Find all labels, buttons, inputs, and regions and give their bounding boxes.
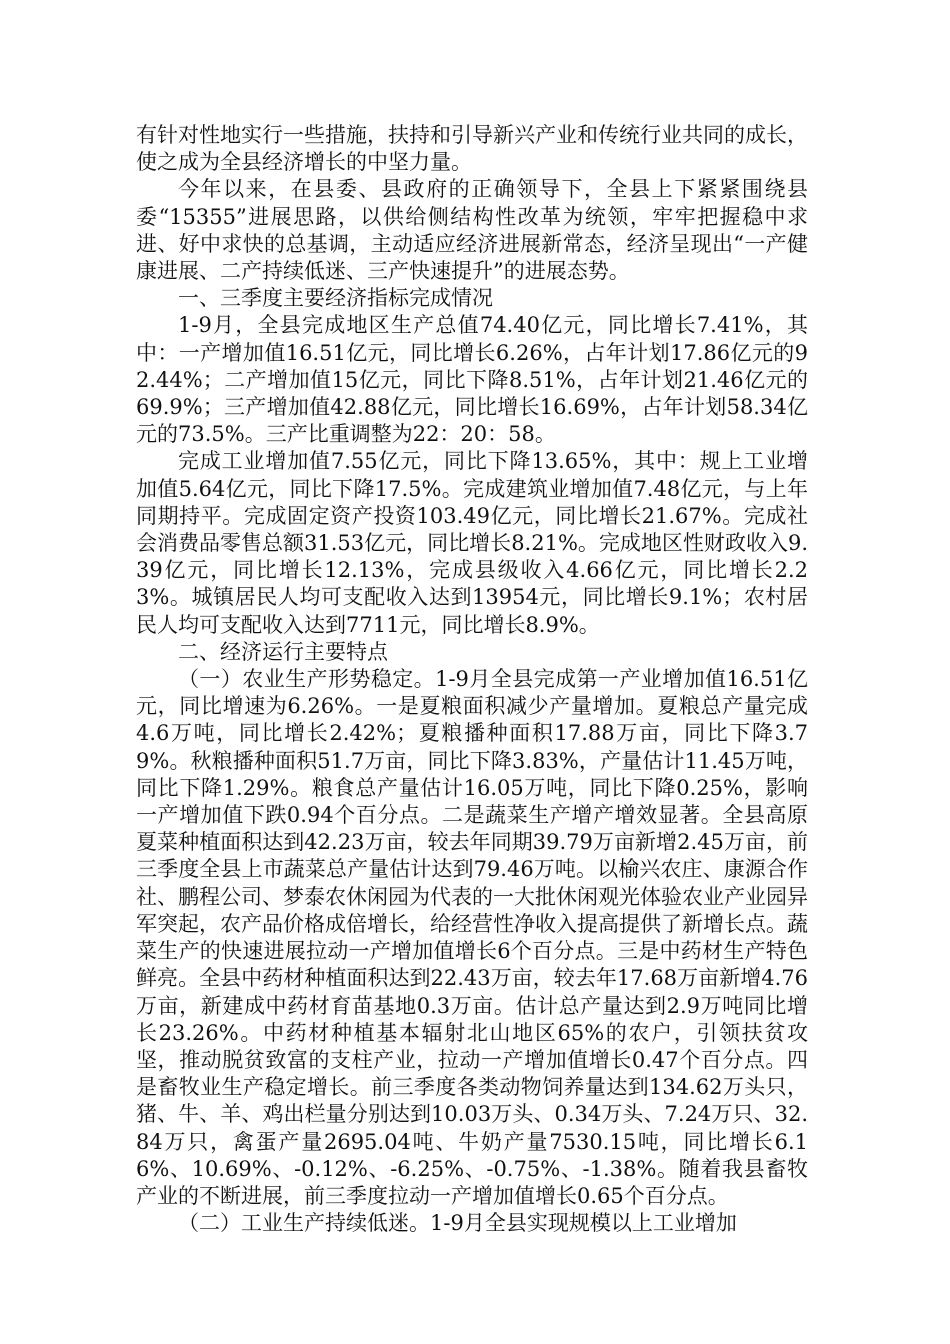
paragraph-overview: 今年以来，在县委、县政府的正确领导下，全县上下紧紧围绕县委“15355”进展思路，以供给侧结构性改革为统领，牢牢把握稳中求进、好中求快的总基调，主动适应经济进展新常态，经济呈现出“一产健康进展、二产持续低迷、三产快速提升”的进展态势。 <box>136 177 808 284</box>
section-heading-features: 二、经济运行主要特点 <box>178 639 388 664</box>
paragraph-industry-production: （二）工业生产持续低迷。1-9月全县实现规模以上工业增加 <box>178 1211 737 1236</box>
paragraph-gdp: 1-9月，全县完成地区生产总值74.40亿元，同比增长7.41%，其中：一产增加值16.51亿元，同比增长6.26%，占年计划17.86亿元的92.44%；二产增加值15亿元，同比下降8.51%，占年计划21.46亿元的69.9%；三产增加值42.88亿元，同比增长16.69%，占年计划58.34亿元的73.5%。三产比重调整为22：20：58。 <box>136 313 808 447</box>
paragraph-agriculture: （一）农业生产形势稳定。1-9月全县完成第一产业增加值16.51亿元，同比增速为6.26%。一是夏粮面积减少产量增加。夏粮总产量完成4.6万吨，同比增长2.42%；夏粮播种面积17.88万亩，同比下降3.79%。秋粮播种面积51.7万亩，同比下降3.83%，产量估计11.45万吨，同比下降1.29%。粮食总产量估计16.05万吨，同比下降0.25%，影响一产增加值下跌0.94个百分点。二是蔬菜生产增产增效显著。全县高原夏菜种植面积达到42.23万亩，较去年同期39.79万亩新增2.45万亩，前三季度全县上市蔬菜总产量估计达到79.46万吨。以榆兴农庄、康源合作社、鹏程公司、梦泰农休闲园为代表的一大批休闲观光体验农业产业园异军突起，农产品价格成倍增长，给经营性净收入提高提供了新增长点。蔬菜生产的快速进展拉动一产增加值增长6个百分点。三是中药材生产特色鲜亮。全县中药材种植面积达到22.43万亩，较去年17.68万亩新增4.76万亩，新建成中药材育苗基地0.3万亩。估计总产量达到2.9万吨同比增长23.26%。中药材种植基本辐射北山地区65%的农户，引领扶贫攻坚，推动脱贫致富的支柱产业，拉动一产增加值增长0.47个百分点。四是畜牧业生产稳定增长。前三季度各类动物饲养量达到134.62万头只，猪、牛、羊、鸡出栏量分别达到10.03万头、0.34万头、7.24万只、32.84万只，禽蛋产量2695.04吨、牛奶产量7530.15吨，同比增长6.16%、10.69%、-0.12%、-6.25%、-0.75%、-1.38%。随着我县畜牧产业的不断进展，前三季度拉动一产增加值增长0.65个百分点。 <box>136 667 808 1208</box>
section-heading-indicators: 一、三季度主要经济指标完成情况 <box>178 286 493 311</box>
paragraph-intro-continuation: 有针对性地实行一些措施，扶持和引导新兴产业和传统行业共同的成长，使之成为全县经济增长的中坚力量。 <box>136 123 808 175</box>
paragraph-industry: 完成工业增加值7.55亿元，同比下降13.65%，其中：规上工业增加值5.64亿元，同比下降17.5%。完成建筑业增加值7.48亿元，与上年同期持平。完成固定资产投资103.49亿元，同比增长21.67%。完成社会消费品零售总额31.53亿元，同比增长8.21%。完成地区性财政收入9.39亿元，同比增长12.13%，完成县级收入4.66亿元，同比增长2.23%。城镇居民人均可支配收入达到13954元，同比增长9.1%；农村居民人均可支配收入达到7711元，同比增长8.9%。 <box>136 449 808 637</box>
document-page <box>136 122 808 1237</box>
